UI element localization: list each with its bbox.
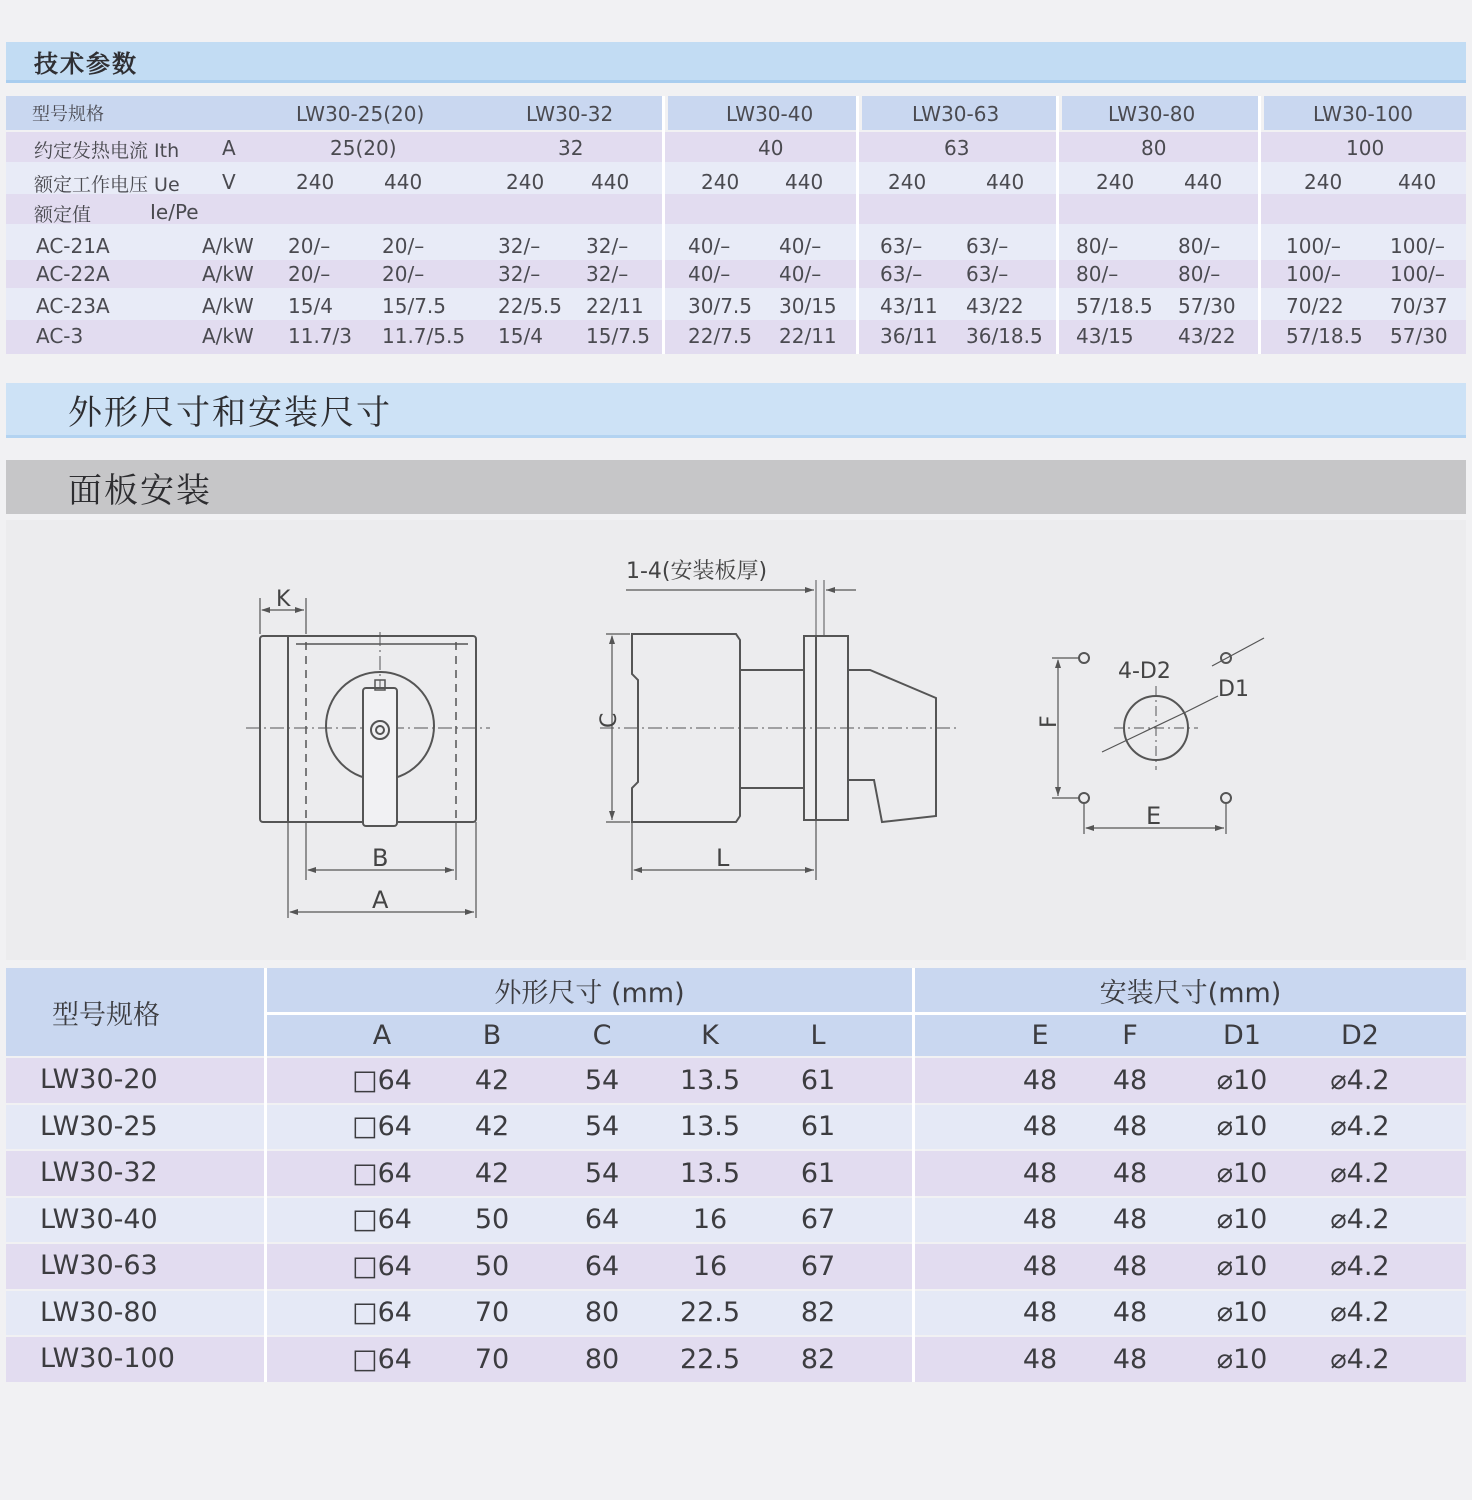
- row-value: 48: [1112, 1204, 1148, 1236]
- dim-model-header: 型号规格: [52, 999, 160, 1031]
- row-value: 64: [584, 1250, 620, 1282]
- ac-value: 30/7.5: [688, 294, 752, 318]
- row-value: 70: [474, 1297, 510, 1329]
- ue-value: 240: [888, 170, 927, 194]
- section-title: 外形尺寸和安装尺寸: [68, 392, 392, 433]
- row-value: 16: [692, 1250, 728, 1282]
- row-value: ⌀4.2: [1330, 1064, 1390, 1096]
- ac-value: 11.7/5.5: [382, 324, 466, 348]
- ac-value: 70/22: [1286, 294, 1344, 318]
- ue-value: 240: [296, 170, 335, 194]
- model-name: LW30-100: [1313, 102, 1413, 126]
- row-value: 82: [800, 1343, 836, 1375]
- row-value: 42: [474, 1157, 510, 1189]
- ith-value: 25(20): [330, 136, 397, 160]
- row-model: LW30-63: [40, 1250, 158, 1281]
- section-tech-params: [6, 42, 1466, 83]
- ac-value: 20/–: [288, 234, 331, 258]
- ue-value: 440: [384, 170, 423, 194]
- dim-column-header: A: [372, 1020, 392, 1051]
- ac-value: 22/5.5: [498, 294, 562, 318]
- ac-value: 40/–: [688, 234, 731, 258]
- label-b: B: [372, 844, 389, 872]
- ith-value: 40: [758, 136, 784, 160]
- label-thickness: 1-4(安装板厚): [626, 559, 768, 584]
- row-value: 82: [800, 1297, 836, 1329]
- column-divider: [1056, 96, 1059, 354]
- ac-value: 15/7.5: [382, 294, 446, 318]
- row-value: 42: [474, 1111, 510, 1143]
- model-name: LW30-63: [912, 102, 1000, 126]
- column-divider: [264, 1056, 267, 1382]
- dim-column-header: F: [1122, 1020, 1138, 1051]
- row-value: 48: [1112, 1343, 1148, 1375]
- ac-unit: A/kW: [202, 294, 254, 318]
- row-model: LW30-40: [40, 1203, 158, 1235]
- ac-value: 57/18.5: [1286, 324, 1363, 348]
- label-a: A: [372, 886, 389, 914]
- ith-label: 约定发热电流 Ith: [34, 140, 180, 162]
- column-divider: [1258, 96, 1261, 354]
- row-value: ⌀10: [1216, 1157, 1268, 1189]
- ac-value: 20/–: [288, 262, 331, 286]
- row-value: 22.5: [679, 1343, 741, 1375]
- ac-value: 63/–: [880, 234, 923, 258]
- model-name: LW30-80: [1108, 102, 1196, 126]
- ac-value: 100/–: [1390, 234, 1445, 258]
- row-value: 61: [800, 1111, 836, 1143]
- row-value: □64: [352, 1157, 412, 1189]
- ac-unit: A/kW: [202, 324, 254, 348]
- row-value: 48: [1112, 1250, 1148, 1282]
- section-title: 面板安装: [68, 470, 212, 511]
- section-title: 技术参数: [34, 49, 138, 78]
- ac-category: AC-3: [36, 324, 84, 348]
- dim-column-header: E: [1031, 1020, 1049, 1051]
- ue-value: 240: [1304, 170, 1343, 194]
- spec-table: [6, 96, 1466, 354]
- ac-value: 43/22: [1178, 324, 1236, 348]
- row-value: ⌀4.2: [1330, 1250, 1390, 1282]
- model-name: LW30-25(20): [296, 102, 425, 126]
- row-value: 48: [1022, 1297, 1058, 1329]
- row-value: 48: [1022, 1250, 1058, 1282]
- row-value: 48: [1112, 1297, 1148, 1329]
- row-value: □64: [352, 1111, 412, 1143]
- row-value: 54: [584, 1064, 620, 1096]
- knob-handle: [363, 688, 397, 826]
- row-value: 48: [1022, 1157, 1058, 1189]
- row-value: 42: [474, 1064, 510, 1096]
- row-value: 67: [800, 1204, 836, 1236]
- label-f: F: [1037, 715, 1062, 728]
- ac-value: 100/–: [1286, 262, 1341, 286]
- ith-unit: A: [222, 136, 236, 160]
- row-value: □64: [352, 1064, 412, 1096]
- row-value: 80: [584, 1297, 620, 1329]
- label-4d2: 4-D2: [1118, 659, 1171, 684]
- dim-column-header: D2: [1341, 1020, 1379, 1051]
- ac-value: 40/–: [779, 262, 822, 286]
- ac-category: AC-23A: [36, 294, 110, 318]
- row-value: □64: [352, 1343, 412, 1375]
- row-value: 80: [584, 1343, 620, 1375]
- ac-value: 63/–: [966, 234, 1009, 258]
- ue-value: 240: [506, 170, 545, 194]
- row-value: 48: [1112, 1064, 1148, 1096]
- ac-value: 15/4: [498, 324, 543, 348]
- row-model: LW30-20: [40, 1064, 158, 1095]
- ac-value: 40/–: [688, 262, 731, 286]
- dimension-table: [6, 968, 1466, 1382]
- row-value: 48: [1022, 1204, 1058, 1236]
- row-value: 16: [692, 1204, 728, 1236]
- dim-column-header: B: [482, 1020, 502, 1051]
- column-divider: [912, 1056, 915, 1382]
- row-value: 50: [474, 1250, 510, 1282]
- ith-value: 80: [1141, 136, 1167, 160]
- ac-value: 100/–: [1286, 234, 1341, 258]
- row-value: 48: [1022, 1064, 1058, 1096]
- ac-value: 30/15: [779, 294, 837, 318]
- ac-value: 43/11: [880, 294, 938, 318]
- row-value: □64: [352, 1204, 412, 1236]
- ue-value: 240: [1096, 170, 1135, 194]
- model-name: LW30-32: [526, 102, 614, 126]
- ue-value: 440: [785, 170, 824, 194]
- row-model: LW30-100: [40, 1343, 175, 1374]
- ac-unit: A/kW: [202, 234, 254, 258]
- ac-value: 43/22: [966, 294, 1024, 318]
- row-value: □64: [352, 1297, 412, 1329]
- row-value: ⌀10: [1216, 1250, 1268, 1282]
- ac-category: AC-21A: [36, 234, 110, 258]
- row-value: 13.5: [679, 1111, 741, 1143]
- ue-value: 440: [591, 170, 630, 194]
- row-value: 48: [1022, 1343, 1058, 1375]
- row-value: ⌀4.2: [1330, 1157, 1390, 1189]
- rated-unit: Ie/Pe: [150, 200, 199, 224]
- ue-value: 440: [1184, 170, 1223, 194]
- rated-label: 额定值: [34, 204, 92, 226]
- label-c: C: [597, 712, 622, 728]
- ith-value: 63: [944, 136, 970, 160]
- section-panel-mount: [6, 460, 1466, 514]
- ac-value: 70/37: [1390, 294, 1448, 318]
- label-l: L: [716, 844, 730, 872]
- ue-value: 240: [701, 170, 740, 194]
- row-model: LW30-25: [40, 1110, 158, 1142]
- ac-value: 22/7.5: [688, 324, 752, 348]
- ac-value: 40/–: [779, 234, 822, 258]
- row-value: 48: [1112, 1157, 1148, 1189]
- label-e: E: [1146, 802, 1162, 830]
- ue-value: 440: [1398, 170, 1437, 194]
- ue-unit: V: [222, 170, 236, 194]
- ac-value: 20/–: [382, 234, 425, 258]
- ith-value: 100: [1346, 136, 1385, 160]
- ac-value: 100/–: [1390, 262, 1445, 286]
- row-value: ⌀10: [1216, 1064, 1268, 1096]
- ac-value: 63/–: [880, 262, 923, 286]
- row-value: 48: [1112, 1111, 1148, 1143]
- model-name: LW30-40: [726, 102, 814, 126]
- row-value: 13.5: [679, 1064, 741, 1096]
- ac-value: 57/30: [1178, 294, 1236, 318]
- ac-value: 57/18.5: [1076, 294, 1153, 318]
- ac-value: 36/18.5: [966, 324, 1043, 348]
- row-value: ⌀4.2: [1330, 1297, 1390, 1329]
- dim-column-header: D1: [1223, 1020, 1261, 1051]
- ac-value: 32/–: [498, 234, 541, 258]
- ue-value: 440: [986, 170, 1025, 194]
- outer-dims-header: 外形尺寸 (mm): [494, 977, 685, 1009]
- ac-value: 36/11: [880, 324, 938, 348]
- row-value: ⌀10: [1216, 1204, 1268, 1236]
- install-dims-header: 安装尺寸(mm): [1099, 977, 1282, 1009]
- ac-value: 57/30: [1390, 324, 1448, 348]
- ac-value: 11.7/3: [288, 324, 352, 348]
- ac-value: 22/11: [586, 294, 644, 318]
- ith-value: 32: [558, 136, 584, 160]
- row-value: ⌀10: [1216, 1297, 1268, 1329]
- ac-value: 15/7.5: [586, 324, 650, 348]
- row-value: 61: [800, 1064, 836, 1096]
- column-divider: [856, 96, 859, 354]
- row-band: [6, 194, 1466, 224]
- ac-value: 32/–: [586, 262, 629, 286]
- row-value: 70: [474, 1343, 510, 1375]
- label-d1: D1: [1218, 677, 1249, 702]
- ac-value: 80/–: [1178, 234, 1221, 258]
- row-value: 13.5: [679, 1157, 741, 1189]
- ac-value: 22/11: [779, 324, 837, 348]
- ac-value: 80/–: [1076, 234, 1119, 258]
- ac-unit: A/kW: [202, 262, 254, 286]
- row-value: ⌀4.2: [1330, 1111, 1390, 1143]
- label-k: K: [276, 587, 291, 612]
- ac-category: AC-22A: [36, 262, 110, 286]
- ac-value: 80/–: [1178, 262, 1221, 286]
- ac-value: 43/15: [1076, 324, 1134, 348]
- ac-value: 32/–: [498, 262, 541, 286]
- row-value: 54: [584, 1157, 620, 1189]
- spec-header-cell: 型号规格: [6, 96, 662, 130]
- ac-value: 80/–: [1076, 262, 1119, 286]
- row-value: ⌀10: [1216, 1343, 1268, 1375]
- ac-value: 15/4: [288, 294, 333, 318]
- section-dimensions: [6, 383, 1466, 438]
- row-value: 50: [474, 1204, 510, 1236]
- row-value: ⌀10: [1216, 1111, 1268, 1143]
- row-value: 64: [584, 1204, 620, 1236]
- row-value: ⌀4.2: [1330, 1343, 1390, 1375]
- ac-value: 20/–: [382, 262, 425, 286]
- row-value: 61: [800, 1157, 836, 1189]
- dim-column-header: K: [701, 1020, 719, 1051]
- row-value: 22.5: [679, 1297, 741, 1329]
- ac-value: 32/–: [586, 234, 629, 258]
- row-value: □64: [352, 1250, 412, 1282]
- drawing-background: [6, 520, 1466, 960]
- header-divider: [267, 1012, 1466, 1015]
- row-model: LW30-80: [40, 1296, 158, 1328]
- row-value: ⌀4.2: [1330, 1204, 1390, 1236]
- column-divider: [662, 96, 665, 354]
- dimension-drawing: [6, 520, 1466, 960]
- dim-column-header: C: [592, 1020, 612, 1051]
- row-model: LW30-32: [40, 1157, 158, 1188]
- row-value: 54: [584, 1111, 620, 1143]
- row-value: 48: [1022, 1111, 1058, 1143]
- dim-column-header: L: [810, 1020, 826, 1051]
- row-value: 67: [800, 1250, 836, 1282]
- ue-label: 额定工作电压 Ue: [34, 174, 180, 196]
- ac-value: 63/–: [966, 262, 1009, 286]
- spec-header-row: [6, 96, 1466, 130]
